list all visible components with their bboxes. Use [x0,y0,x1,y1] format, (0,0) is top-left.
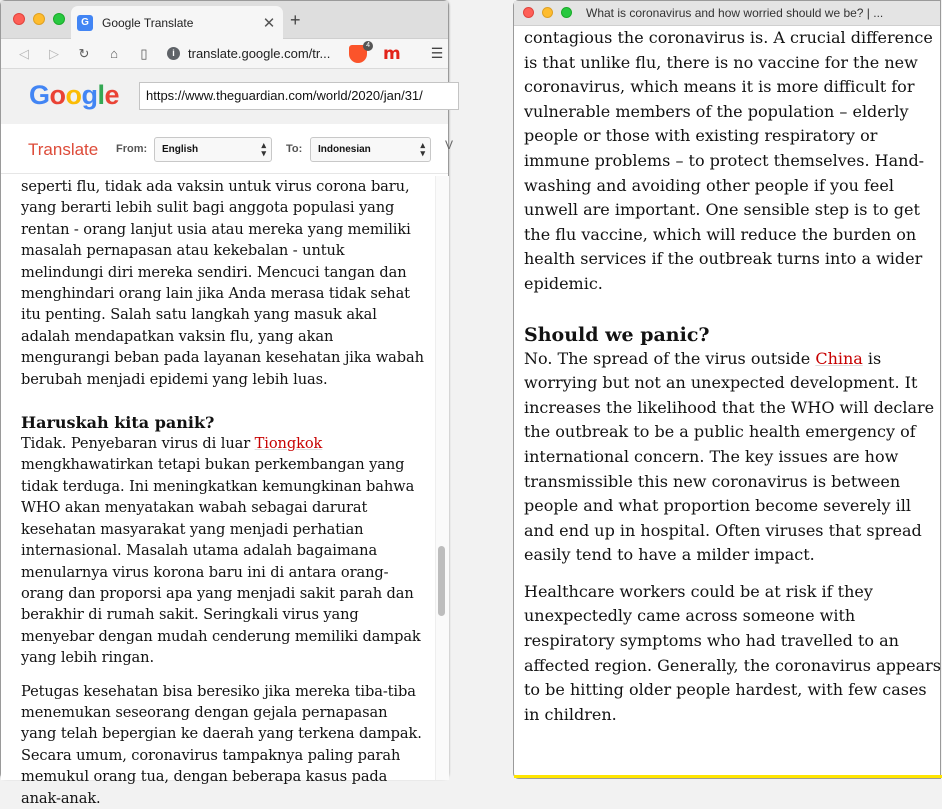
browser-toolbar [1,39,448,69]
brave-shield-icon[interactable] [349,41,370,63]
google-logo-letter: G [29,80,50,110]
reload-icon[interactable]: ↻ [78,45,90,61]
source-language-value: English [162,144,199,155]
google-logo-letter: g [81,80,98,110]
google-logo-letter: o [65,80,82,110]
scrollbar-thumb[interactable] [438,546,445,616]
translate-window [0,0,454,807]
google-logo-letter: o [49,80,66,110]
tab-strip [1,1,448,39]
window-controls [13,13,65,25]
translate-label: Translate [28,140,99,159]
bookmark-icon[interactable]: ▯ [140,45,148,61]
china-link[interactable]: Tiongkok [254,435,323,453]
target-language-select[interactable] [310,137,431,162]
close-tab-icon[interactable]: ✕ [262,14,276,32]
window-title: What is coronavirus and how worried should we be? | ... [586,6,884,20]
translated-article [1,176,435,807]
vertical-scrollbar[interactable] [435,176,449,780]
menu-icon[interactable]: ☰ [430,45,444,61]
tab-google-translate[interactable] [71,6,283,39]
china-link[interactable]: China [815,348,863,368]
paragraph-text: is worrying but not an unexpected development. It increases the likelihood that the WHO will declare the outbreak to be a public health emergency of international concern. The key issues are how transmissible this new coronavirus is between people and what proportion become severely ill and end up in hospital. Often viruses that spread easily tend to have a milder impact. [524,348,935,565]
minimize-window-button[interactable] [542,7,553,18]
source-language-select[interactable] [154,137,272,162]
article-paragraph: Petugas kesehatan bisa beresiko jika mereka tiba-tiba menemukan seseorang dengan gejala pernapasan yang telah bepergian ke daerah yang terkena dampak. Secara umum, coronavirus tampaknya paling parah memukul orang tua, dengan beberapa kasus pada anak-anak. [21,682,422,807]
close-window-button[interactable] [523,7,534,18]
google-logo[interactable] [29,80,119,111]
info-icon[interactable]: i [167,47,180,60]
original-article [514,26,942,780]
back-icon[interactable]: ◁ [19,45,29,61]
brave-shield-count-badge: 4 [363,41,373,51]
google-translate-favicon-icon: G [77,15,93,31]
new-tab-button[interactable]: + [290,10,301,30]
guardian-window [513,0,941,779]
address-text[interactable]: translate.google.com/tr... [188,46,331,61]
paragraph-text: No. The spread of the virus outside [524,348,816,368]
more-toggle[interactable]: V [445,138,454,152]
paragraph-text: mengkhawatirkan tetapi bukan perkembangan yang tidak terduga. Ini meningkatkan kemungkinan bahwa WHO akan menyatakan wabah sebagai darurat kesehatan masyarakat yang menjadi perhatian internasional. Masalah utama adalah bagaimana menularnya virus korona baru ini di antara orang-orang dan proporsi apa yang menjadi sakit parah dan berakhir di rumah sakit. Seringkali virus yang menyebar dengan mudah cenderung memiliki dampak yang lebih ringan. [21,456,421,667]
select-arrows-icon: ▴ ▾ [420,140,425,158]
google-logo-letter: l [97,80,105,110]
address-bar[interactable] [167,43,337,65]
select-arrows-icon: ▴ ▾ [261,140,266,158]
tab-title: Google Translate [102,15,194,30]
zoom-window-button[interactable] [561,7,572,18]
article-subheading: Should we panic? [524,323,710,346]
zoom-window-button[interactable] [53,13,65,25]
google-translate-header [1,69,448,124]
to-label: To: [286,143,303,155]
translate-url-input[interactable]: https://www.theguardian.com/world/2020/jan/31/ [139,82,459,110]
minimize-window-button[interactable] [33,13,45,25]
translate-language-bar [1,124,454,174]
article-paragraph: seperti flu, tidak ada vaksin untuk virus corona baru, yang berarti lebih sulit bagi anggota populasi yang rentan - orang lanjut usia atau mereka yang memiliki masalah pernapasan atau kekebalan - untuk melindungi diri mereka sendiri. Mencuci tangan dan menghindari orang lain jika Anda merasa tidak sehat itu penting. Salah satu langkah yang masuk akal adalah mendapatkan vaksin flu, yang akan mengurangi beban pada layanan kesehatan jika wabah berubah menjadi epidemi yang lebih luas. [21,178,424,388]
article-paragraph [21,433,425,668]
article-paragraph: contagious the coronavirus is. A crucial difference is that unlike flu, there is no vaccine for the new coronavirus, which means it is more difficult for vulnerable members of the population – elderly people or those with existing respiratory or immune problems – to protect themselves. Hand-washing and avoiding other people if you feel unwell are important. One sensible step is to get the flu vaccine, which will reduce the burden on health services if the outbreak turns into a wider epidemic. [524,28,933,293]
forward-icon[interactable]: ▷ [49,45,59,61]
from-label: From: [116,143,148,155]
title-bar [514,1,940,26]
close-window-button[interactable] [13,13,25,25]
paragraph-text: Tidak. Penyebaran virus di luar [21,435,255,453]
google-logo-letter: e [104,80,120,110]
guardian-accent-bar [514,775,942,778]
article-paragraph: Healthcare workers could be at risk if they unexpectedly came across someone with respiratory symptoms who had travelled to an affected region. Generally, the coronavirus appears to be hitting older people hardest, with few cases in children. [524,581,941,724]
article-subheading: Haruskah kita panik? [21,413,215,433]
window-controls [523,7,572,18]
home-icon[interactable]: ⌂ [110,45,118,61]
mendeley-icon[interactable]: m [383,43,401,64]
target-language-value: Indonesian [318,144,371,155]
article-paragraph [524,347,942,568]
